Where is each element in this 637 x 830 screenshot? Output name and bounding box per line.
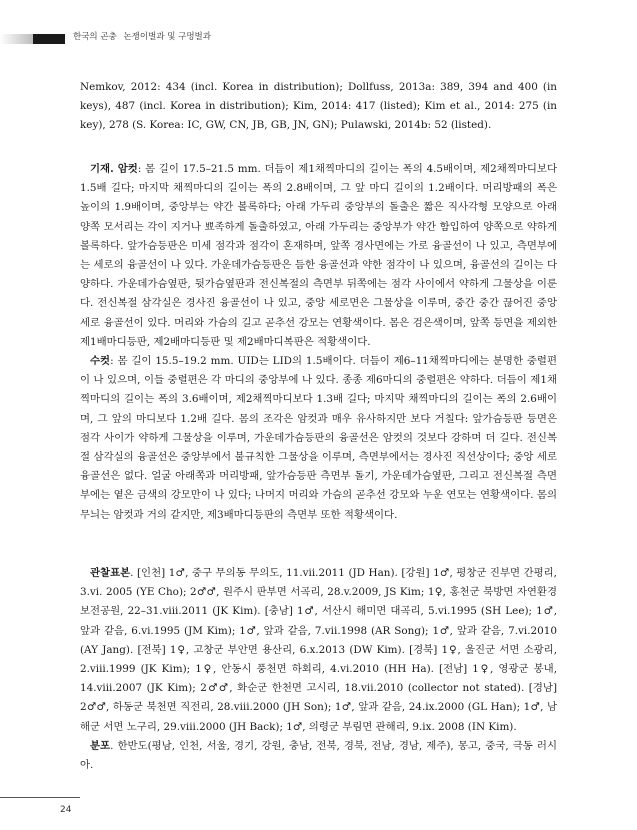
distribution-text: . 한반도(평남, 인천, 서울, 경기, 강원, 충남, 전북, 경북, 전남, 경남, 제주), 몽고, 중국, 극동 러시아. xyxy=(80,739,557,772)
book-title: 한국의 곤충 xyxy=(73,32,117,42)
distribution-label: 분포 xyxy=(90,739,111,752)
header-black-bar xyxy=(33,34,65,44)
page-number: 24 xyxy=(60,805,72,815)
header-gradient-bar xyxy=(0,34,33,44)
distribution xyxy=(80,737,557,775)
male-text: : 몸 길이 15.5–19.2 mm. UID는 LID의 1.5배이다. 더듬이 제6–11채찍마디에는 분명한 중렬편이 나 있으며, 이들 중렬편은 각 마디의 중앙부에 나 있다. 종종 제6마디의 중렬편은 약하다. 더듬이 제1채찍마디의 길이는 폭의 3.6배이며, 제2채찍마디보다 1.3배 길다; 마지막 채찍마디의 길이는 폭의 2.6배이며, 그 앞의 마디보다 1.2배 길다. 몸의 조각은 암컷과 매우 유사하지만 보다 거칠다: 앞가슴등판 등면은 점각 사이가 약하게 그물상을 이루며, 가운데가슴등판의 융골선은 암컷의 것보다 강하며 더 길다. 전신복절 삼각실의 융골선은 중앙부에서 불규칙한 그물상을 이루며, 측면부에서는 경사진 직선상이다; 중앙 세로 융골선은 없다. 얼굴 아래쪽과 머리방패, 앞가슴등판 측면부 돌기, 가운데가슴옆판, 그리고 전신복절 측면부에는 옅은 금색의 강모만이 나 있다; 나머지 머리와 가슴의 곧추선 강모와 누운 연모는 연황색이다. 몸의 무늬는 암컷과 거의 같지만, 제3배마디등판의 측면부 또한 적황색이다. xyxy=(80,355,557,521)
footer-rule xyxy=(0,797,80,798)
references-text: Nemkov, 2012: 434 (incl. Korea in distribution); Dollfuss, 2013a: 389, 394 and 400 (in keys), 487 (incl. Korea in distribution); Kim, 2014: 417 (listed); Kim et al., 2014: 275 (in key), 278 (S. Korea: IC, GW, CN, JB, GB, JN, GN); Pulawski, 2014b: 52 (listed). xyxy=(80,81,557,132)
male-label: 수컷 xyxy=(90,355,111,368)
material-block xyxy=(80,564,557,775)
references-block xyxy=(80,78,557,136)
female-text: : 몸 길이 17.5–21.5 mm. 더듬이 제1채찍마디의 길이는 폭의 4.5배이며, 제2채찍마디보다 1.5배 길다; 마지막 채찍마디의 길이는 폭의 2.8배이며, 그 앞 마디 길이의 1.2배이다. 머리방패의 폭은 높이의 1.9배이며, 중앙부는 약간 볼록하다; 아래 가두리 중앙부의 돌출은 짧은 직사각형 모양으로 아래 양쪽 모서리는 각이 지거나 뾰족하게 돌출하였고, 아래 가두리는 중앙부가 약간 함입하여 양쪽으로 약하게 볼록하다. 앞가슴등판은 미세 점각과 점각이 혼재하며, 앞쪽 경사면에는 가로 융골선이 나 있고, 측면부에는 세로의 융골선이 나 있다. 가운데가슴등판은 듬한 융골선과 약한 점각이 나 있으며, 융골선의 길이는 다양하다. 가운데가슴옆판, 뒷가슴옆판과 전신복절의 측면부 뒤쪽에는 점각 사이에서 약하게 그물상을 이룬다. 전신복절 삼각실은 경사진 융골선이 나 있고, 중앙 세로면은 그물상을 이루며, 중간 중간 끊어진 중앙 세로 융골선이 있다. 머리와 가슴의 길고 곧추선 강모는 연황색이다. 몸은 검은색이며, 앞쪽 등면을 제외한 제1배마디등판, 제2배마디등판 및 제2배마디복판은 적황색이다. xyxy=(80,163,558,348)
female-description xyxy=(80,160,557,352)
male-description xyxy=(80,352,557,525)
material-label: 관찰표본 xyxy=(90,567,131,579)
material-text: . [인천] 1♂, 중구 무의동 무의도, 11.vii.2011 (JD Han). [강원] 1♂, 평창군 진부면 간평리, 3.vi. 2005 (YE Cho); 2♂♂, 원주시 판부면 서곡리, 28.v.2009, JS Kim; 1♀, 홍천군 북방면 자연환경보전공원, 22–31.viii.2011 (JK Kim). [충남] 1♂, 서산시 해미면 대곡리, 5.vi.1995 (SH Lee); 1♂, 앞과 같음, 6.vi.1995 (JM Kim); 1♂, 앞과 같음, 7.vii.1998 (AR Song); 1♂, 앞과 같음, 7.vi.2010 (AY Jang). [전북] 1♀, 고창군 부안면 용산리, 6.x.2013 (DW Kim). [경북] 1♀, 울진군 서면 소광리, 2.viii.1999 (JK Kim); 1♀, 안동시 풍천면 하회리, 4.vi.2010 (HH Ha). [전남] 1♀, 영광군 봉내, 14.viii.2007 (JK Kim); 2♂♂, 화순군 한천면 고시리, 18.vii.2010 (collector not stated). [경남] 2♂♂, 하동군 북천면 직전리, 28.viii.2000 (JH Son); 1♂, 앞과 같음, 24.ix.2000 (GL Han); 1♂, 남해군 서면 노구리, 29.viii.2000 (JH Back); 1♂, 의령군 부림면 관해리, 9.ix. 2008 (IN Kim). xyxy=(80,567,557,733)
running-header xyxy=(73,30,211,42)
description-block xyxy=(80,160,557,525)
material-examined xyxy=(80,564,557,737)
section-title: 논쟁이벌과 및 구멍벌과 xyxy=(123,32,211,42)
female-label: 기재. 암컷 xyxy=(90,163,138,175)
